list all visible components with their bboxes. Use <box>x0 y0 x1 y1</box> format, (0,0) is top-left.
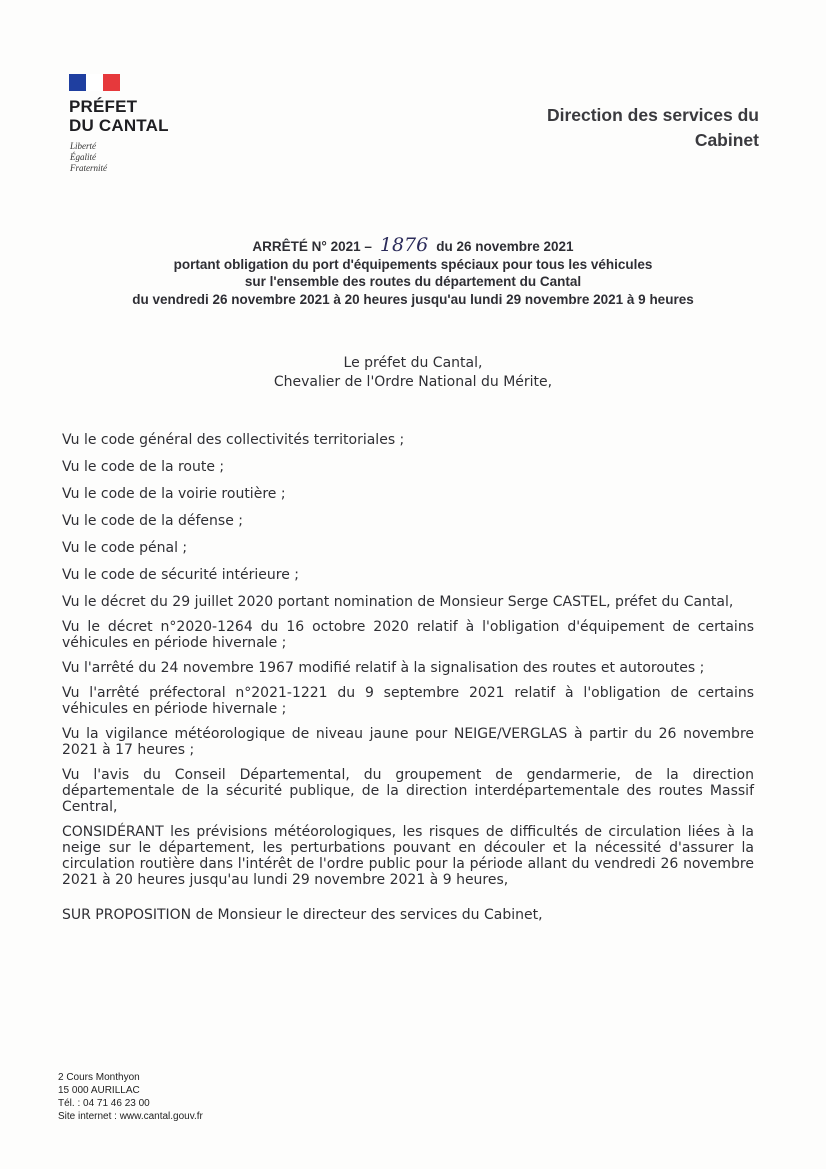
motto-egalite: Égalité <box>70 152 96 162</box>
flag-red-band <box>103 74 120 91</box>
vu-paragraph: Vu le code pénal ; <box>62 540 188 556</box>
considerant-text: les prévisions météorologiques, les risques de difficultés de circulation liées à la neige sur le département, les perturbations pouvant en découler et la nécessité d'assurer la circulation routière dans l'intérêt de l'ordre public pour la période allant du vendredi 26 novembre 2021 à 20 heures jusqu'au lundi 29 novembre 2021 à 9 heures, <box>62 824 754 888</box>
flag-white-band <box>86 74 103 91</box>
flag-blue-band <box>69 74 86 91</box>
arrete-prefix: ARRÊTÉ N° 2021 – <box>252 239 372 254</box>
vu-paragraph: Vu l'arrêté préfectoral n°2021-1221 du 9 septembre 2021 relatif à l'obligation de certains véhicules en période hivernale ; <box>62 685 754 717</box>
footer-address <box>58 1071 203 1123</box>
logo-line2: DU CANTAL <box>69 116 169 135</box>
vu-paragraph: Vu le code de la défense ; <box>62 513 243 529</box>
vu-paragraph: Vu le décret n°2020-1264 du 16 octobre 2020 relatif à l'obligation d'équipement de certains véhicules en période hivernale ; <box>62 619 754 651</box>
motto-liberte: Liberté <box>70 141 96 151</box>
proposition-label: SUR PROPOSITION <box>62 907 192 923</box>
vu-paragraph: Vu le code de sécurité intérieure ; <box>62 567 299 583</box>
arrete-date: du 26 novembre 2021 <box>436 239 574 254</box>
considerant-label: CONSIDÉRANT <box>62 824 164 840</box>
republic-motto <box>70 141 107 174</box>
vu-paragraph: Vu le décret du 29 juillet 2020 portant nomination de Monsieur Serge CASTEL, préfet du Cantal, <box>62 594 734 610</box>
proposition-text: de Monsieur le directeur des services du Cabinet, <box>191 907 543 923</box>
vu-paragraph: Vu le code de la voirie routière ; <box>62 486 286 502</box>
direction-heading <box>547 103 759 153</box>
footer-address1: 2 Cours Monthyon <box>58 1072 140 1083</box>
footer-website: Site internet : www.cantal.gouv.fr <box>58 1111 203 1122</box>
direction-line1: Direction des services du <box>546 105 759 125</box>
arrete-title-line1 <box>60 234 766 256</box>
arrete-title-line2: portant obligation du port d'équipements spéciaux pour tous les véhicules <box>173 256 653 272</box>
prefet-intro <box>60 354 766 392</box>
document-body <box>62 432 754 934</box>
intro-line2: Chevalier de l'Ordre National du Mérite, <box>273 374 553 390</box>
arrete-title-line3: sur l'ensemble des routes du département du Cantal <box>244 274 582 289</box>
considerant-paragraph <box>62 824 754 888</box>
direction-line2: Cabinet <box>694 130 759 150</box>
republic-flag-icon <box>69 74 120 91</box>
vu-paragraph: Vu le code général des collectivités territoriales ; <box>62 432 405 448</box>
vu-paragraph: Vu la vigilance météorologique de niveau jaune pour NEIGE/VERGLAS à partir du 26 novembre 2021 à 17 heures ; <box>62 726 754 758</box>
footer-address2: 15 000 AURILLAC <box>58 1085 140 1096</box>
arrete-number: 1876 <box>379 234 429 256</box>
prefet-logo <box>69 97 169 135</box>
arrete-title <box>60 234 766 308</box>
logo-line1: PRÉFET <box>69 97 138 116</box>
motto-fraternite: Fraternité <box>70 163 107 173</box>
vu-paragraph: Vu le code de la route ; <box>62 459 225 475</box>
vu-paragraph: Vu l'avis du Conseil Départemental, du groupement de gendarmerie, de la direction départementale de la sécurité publique, de la direction interdépartementale des routes Massif Central, <box>62 767 754 815</box>
proposition-paragraph <box>62 907 754 923</box>
footer-phone: Tél. : 04 71 46 23 00 <box>58 1098 150 1109</box>
arrete-title-line4: du vendredi 26 novembre 2021 à 20 heures jusqu'au lundi 29 novembre 2021 à 9 heures <box>132 291 694 307</box>
vu-paragraph: Vu l'arrêté du 24 novembre 1967 modifié relatif à la signalisation des routes et autoroutes ; <box>62 660 705 676</box>
intro-line1: Le préfet du Cantal, <box>343 355 483 371</box>
